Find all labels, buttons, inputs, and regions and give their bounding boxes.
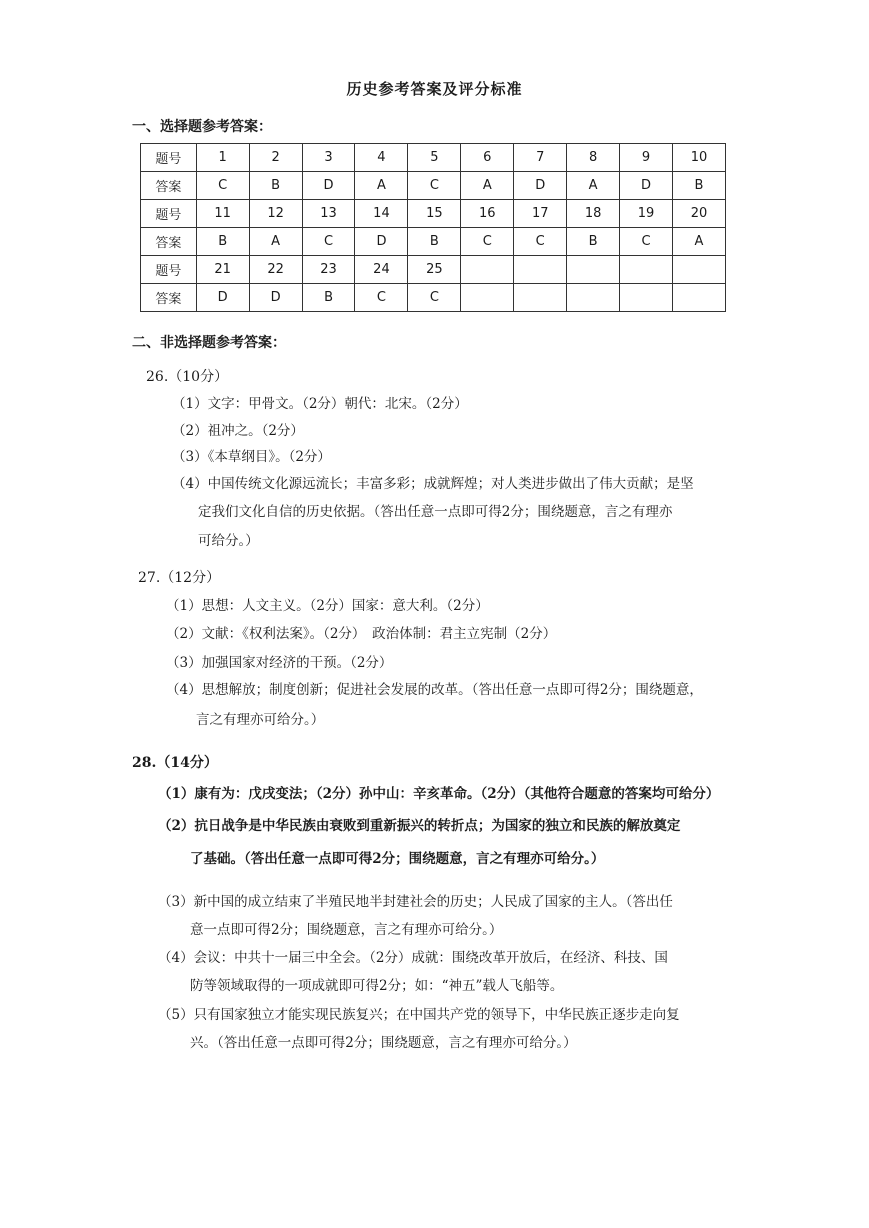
table-cell: 3 <box>302 144 355 172</box>
table-cell: 21 <box>196 256 249 284</box>
table-cell: 17 <box>514 200 567 228</box>
table-cell: 13 <box>302 200 355 228</box>
question-26-heading: 26.（10分） <box>146 369 229 385</box>
row-header-cell: 题号 <box>141 256 197 284</box>
table-row <box>141 284 726 312</box>
table-cell: D <box>620 172 673 200</box>
table-cell: C <box>408 172 461 200</box>
table-cell: C <box>196 172 249 200</box>
table-cell: 4 <box>355 144 408 172</box>
table-cell: B <box>408 228 461 256</box>
answer-line: （3）新中国的成立结束了半殖民地半封建社会的历史；人民成了国家的主人。（答出任 <box>158 894 673 910</box>
page-title: 历史参考答案及评分标准 <box>346 80 523 98</box>
table-cell: D <box>196 284 249 312</box>
answer-line: （2）抗日战争是中华民族由衰败到重新振兴的转折点；为国家的独立和民族的解放奠定 <box>158 818 681 834</box>
table-cell: C <box>408 284 461 312</box>
section-heading-multiple-choice: 一、选择题参考答案： <box>132 119 272 135</box>
table-cell: 14 <box>355 200 408 228</box>
section-heading-non-choice: 二、非选择题参考答案： <box>132 335 286 351</box>
answer-line: （4）会议：中共十一届三中全会。（2分）成就：围绕改革开放后，在经济、科技、国 <box>158 950 668 966</box>
answer-line: （4）思想解放；制度创新；促进社会发展的改革。（答出任意一点即可得2分；围绕题意， <box>166 682 703 698</box>
table-cell: 7 <box>514 144 567 172</box>
table-cell: 15 <box>408 200 461 228</box>
answer-line: （4）中国传统文化源远流长；丰富多彩；成就辉煌；对人类进步做出了伟大贡献；是坚 <box>172 476 694 492</box>
table-cell: B <box>673 172 726 200</box>
answer-line: 了基础。（答出任意一点即可得2分；围绕题意，言之有理亦可给分。） <box>190 851 605 867</box>
answer-line: 防等领域取得的一项成就即可得2分；如：“神五”载人飞船等。 <box>190 978 564 994</box>
table-cell <box>567 284 620 312</box>
table-cell: C <box>514 228 567 256</box>
table-cell: B <box>567 228 620 256</box>
table-cell: 8 <box>567 144 620 172</box>
table-cell: B <box>249 172 302 200</box>
table-cell: 23 <box>302 256 355 284</box>
table-cell: 2 <box>249 144 302 172</box>
table-cell: 18 <box>567 200 620 228</box>
table-cell: 10 <box>673 144 726 172</box>
table-cell: 11 <box>196 200 249 228</box>
table-row <box>141 200 726 228</box>
table-row <box>141 172 726 200</box>
table-cell: B <box>302 284 355 312</box>
table-cell: C <box>355 284 408 312</box>
answer-line: （3）加强国家对经济的干预。（2分） <box>166 655 393 671</box>
table-cell: A <box>673 228 726 256</box>
answer-table <box>140 143 726 312</box>
table-row <box>141 144 726 172</box>
table-cell: 16 <box>461 200 514 228</box>
table-cell: C <box>302 228 355 256</box>
row-header-cell: 题号 <box>141 144 197 172</box>
table-cell <box>461 256 514 284</box>
table-cell: D <box>302 172 355 200</box>
table-cell: 12 <box>249 200 302 228</box>
table-cell: A <box>249 228 302 256</box>
table-cell: D <box>249 284 302 312</box>
answer-line: 意一点即可得2分；围绕题意，言之有理亦可给分。） <box>190 922 503 938</box>
answer-line: 兴。（答出任意一点即可得2分；围绕题意，言之有理亦可给分。） <box>190 1035 577 1051</box>
table-cell: 22 <box>249 256 302 284</box>
row-header-cell: 答案 <box>141 284 197 312</box>
table-cell: A <box>461 172 514 200</box>
table-cell <box>620 256 673 284</box>
table-cell: 25 <box>408 256 461 284</box>
table-cell: 24 <box>355 256 408 284</box>
answer-line: （1）思想：人文主义。（2分）国家：意大利。（2分） <box>166 598 489 614</box>
table-cell: 20 <box>673 200 726 228</box>
question-27-heading: 27.（12分） <box>138 570 221 586</box>
table-cell: 5 <box>408 144 461 172</box>
table-cell: D <box>355 228 408 256</box>
answer-line: （3）《本草纲目》。（2分） <box>172 449 331 465</box>
row-header-cell: 答案 <box>141 172 197 200</box>
table-cell <box>514 284 567 312</box>
table-cell: 19 <box>620 200 673 228</box>
table-cell: C <box>461 228 514 256</box>
table-cell: 9 <box>620 144 673 172</box>
table-row <box>141 256 726 284</box>
answer-line: 言之有理亦可给分。） <box>196 712 325 728</box>
table-cell: 1 <box>196 144 249 172</box>
row-header-cell: 题号 <box>141 200 197 228</box>
answer-line: 可给分。） <box>198 533 259 549</box>
question-28-heading: 28.（14分） <box>132 755 218 771</box>
table-cell <box>514 256 567 284</box>
table-cell: C <box>620 228 673 256</box>
table-cell <box>620 284 673 312</box>
table-cell <box>673 284 726 312</box>
table-cell <box>461 284 514 312</box>
table-cell <box>673 256 726 284</box>
answer-line: （2）祖冲之。（2分） <box>172 423 304 439</box>
table-cell: 6 <box>461 144 514 172</box>
answer-line: （1）文字：甲骨文。（2分）朝代：北宋。（2分） <box>172 396 468 412</box>
row-header-cell: 答案 <box>141 228 197 256</box>
table-cell <box>567 256 620 284</box>
table-cell: A <box>567 172 620 200</box>
answer-line: （5）只有国家独立才能实现民族复兴；在中国共产党的领导下，中华民族正逐步走向复 <box>158 1007 680 1023</box>
table-cell: B <box>196 228 249 256</box>
table-cell: D <box>514 172 567 200</box>
answer-line: 定我们文化自信的历史依据。（答出任意一点即可得2分；围绕题意，言之有理亦 <box>198 504 673 520</box>
answer-line: （2）文献：《权利法案》。（2分） 政治体制：君主立宪制（2分） <box>166 626 557 642</box>
table-row <box>141 228 726 256</box>
answer-line: （1）康有为：戊戌变法；（2分）孙中山：辛亥革命。（2分）（其他符合题意的答案均可给分） <box>158 786 720 802</box>
table-cell: A <box>355 172 408 200</box>
